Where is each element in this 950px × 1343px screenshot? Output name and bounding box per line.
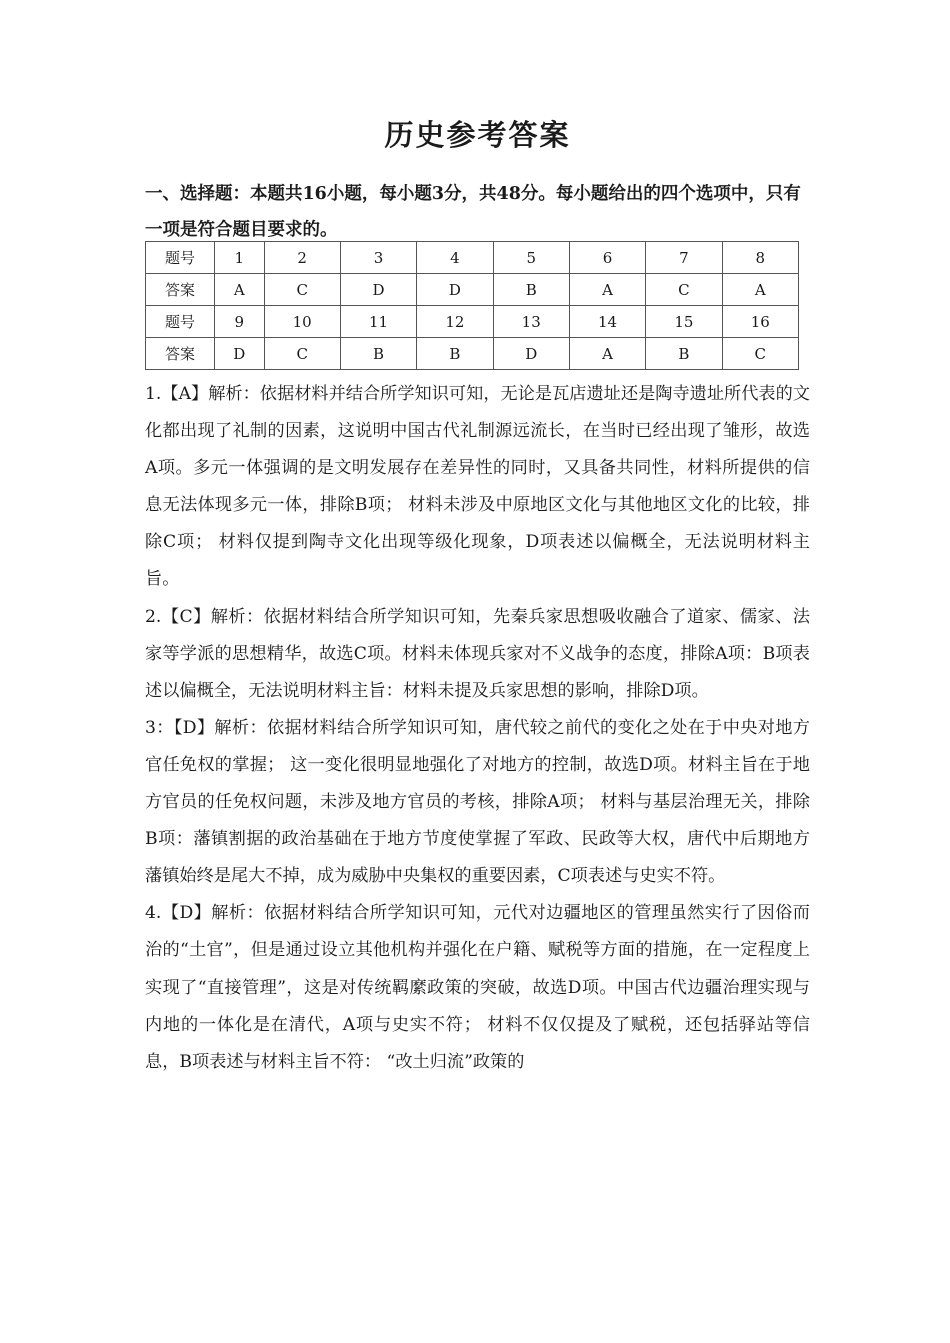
table-row-header: 题号: [146, 242, 215, 274]
table-cell: 3: [340, 242, 416, 274]
table-row: [146, 274, 799, 306]
table-cell: 13: [493, 306, 569, 338]
table-cell: 4: [417, 242, 493, 274]
analysis-item-1: [145, 376, 810, 599]
table-cell: 7: [646, 242, 722, 274]
table-cell: A: [569, 338, 645, 370]
table-cell: 11: [340, 306, 416, 338]
table-cell: A: [215, 274, 265, 306]
table-cell: 12: [417, 306, 493, 338]
analysis-item-3: [145, 710, 810, 895]
table-row-header: 答案: [146, 274, 215, 306]
table-cell: 5: [493, 242, 569, 274]
analysis-text: 解析：依据材料并结合所学知识可知，无论是瓦店遗址还是陶寺遗址所代表的文化都出现了礼制的因素，这说明中国古代礼制源远流长，在当时已经出现了雏形，故选A项。多元一体强调的是文明发展存在差异性的同时，又具备共同性，材料所提供的信息无法体现多元一体，排除B项； 材料未涉及中原地区文化与其他地区文化的比较，排除C项； 材料仅提到陶寺文化出现等级化现象，D项表述以偏概全，无法说明材料主旨。: [145, 384, 810, 590]
table-cell: C: [264, 338, 340, 370]
page-title: 历史参考答案: [384, 118, 571, 152]
table-cell: 10: [264, 306, 340, 338]
table-cell: 14: [569, 306, 645, 338]
table-cell: 8: [722, 242, 798, 274]
table-cell: D: [493, 338, 569, 370]
table-cell: A: [722, 274, 798, 306]
table-cell: D: [417, 274, 493, 306]
table-row-header: 答案: [146, 338, 215, 370]
table-cell: 1: [215, 242, 265, 274]
analysis-label: 1.【A】: [145, 384, 209, 404]
analysis-label: 4.【D】: [145, 903, 212, 924]
table-row: [146, 338, 799, 370]
table-cell: A: [569, 274, 645, 306]
table-cell: 16: [722, 306, 798, 338]
table-cell: B: [340, 338, 416, 370]
table-cell: 9: [215, 306, 265, 338]
table-row: [146, 306, 799, 338]
table-cell: C: [264, 274, 340, 306]
table-cell: D: [340, 274, 416, 306]
analysis-text: 解析：依据材料结合所学知识可知，先秦兵家思想吸收融合了道家、儒家、法家等学派的思想精华，故选C项。材料未体现兵家对不义战争的态度，排除A项：B项表述以偏概全，无法说明材料主旨：材料未提及兵家思想的影响，排除D项。: [145, 606, 810, 701]
analysis-item-4: [145, 895, 810, 1080]
answer-table: [145, 241, 799, 370]
analysis-label: 3：【D】: [145, 717, 215, 738]
section-intro: 一、选择题：本题共16小题，每小题3分，共48分。每小题给出的四个选项中，只有一项是符合题目要求的。: [145, 184, 801, 240]
table-cell: C: [646, 274, 722, 306]
table-row: [146, 242, 799, 274]
analysis-section: [145, 376, 810, 1081]
table-cell: 15: [646, 306, 722, 338]
table-cell: B: [493, 274, 569, 306]
table-cell: 6: [569, 242, 645, 274]
table-cell: C: [722, 338, 798, 370]
analysis-label: 2.【C】: [145, 606, 211, 627]
table-cell: B: [646, 338, 722, 370]
table-cell: B: [417, 338, 493, 370]
analysis-text: 解析：依据材料结合所学知识可知，唐代较之前代的变化之处在于中央对地方官任免权的掌握； 这一变化很明显地强化了对地方的控制，故选D项。材料主旨在于地方官员的任免权问题，未涉及地方官员的考核，排除A项； 材料与基层治理无关，排除B项：藩镇割据的政治基础在于地方节度使掌握了军政、民政等大权，唐代中后期地方藩镇始终是尾大不掉，成为威胁中央集权的重要因素，C项表述与史实不符。: [145, 717, 810, 887]
analysis-item-2: [145, 599, 810, 710]
table-cell: 2: [264, 242, 340, 274]
table-cell: D: [215, 338, 265, 370]
table-row-header: 题号: [146, 306, 215, 338]
analysis-text: 解析：依据材料结合所学知识可知，元代对边疆地区的管理虽然实行了因俗而治的“土官”，但是通过设立其他机构并强化在户籍、赋税等方面的措施，在一定程度上实现了“直接管理”，这是对传统羁縻政策的突破，故选D项。中国古代边疆治理实现与内地的一体化是在清代，A项与史实不符； 材料不仅仅提及了赋税，还包括驿站等信息，B项表述与材料主旨不符： “改土归流”政策的: [145, 903, 810, 1072]
